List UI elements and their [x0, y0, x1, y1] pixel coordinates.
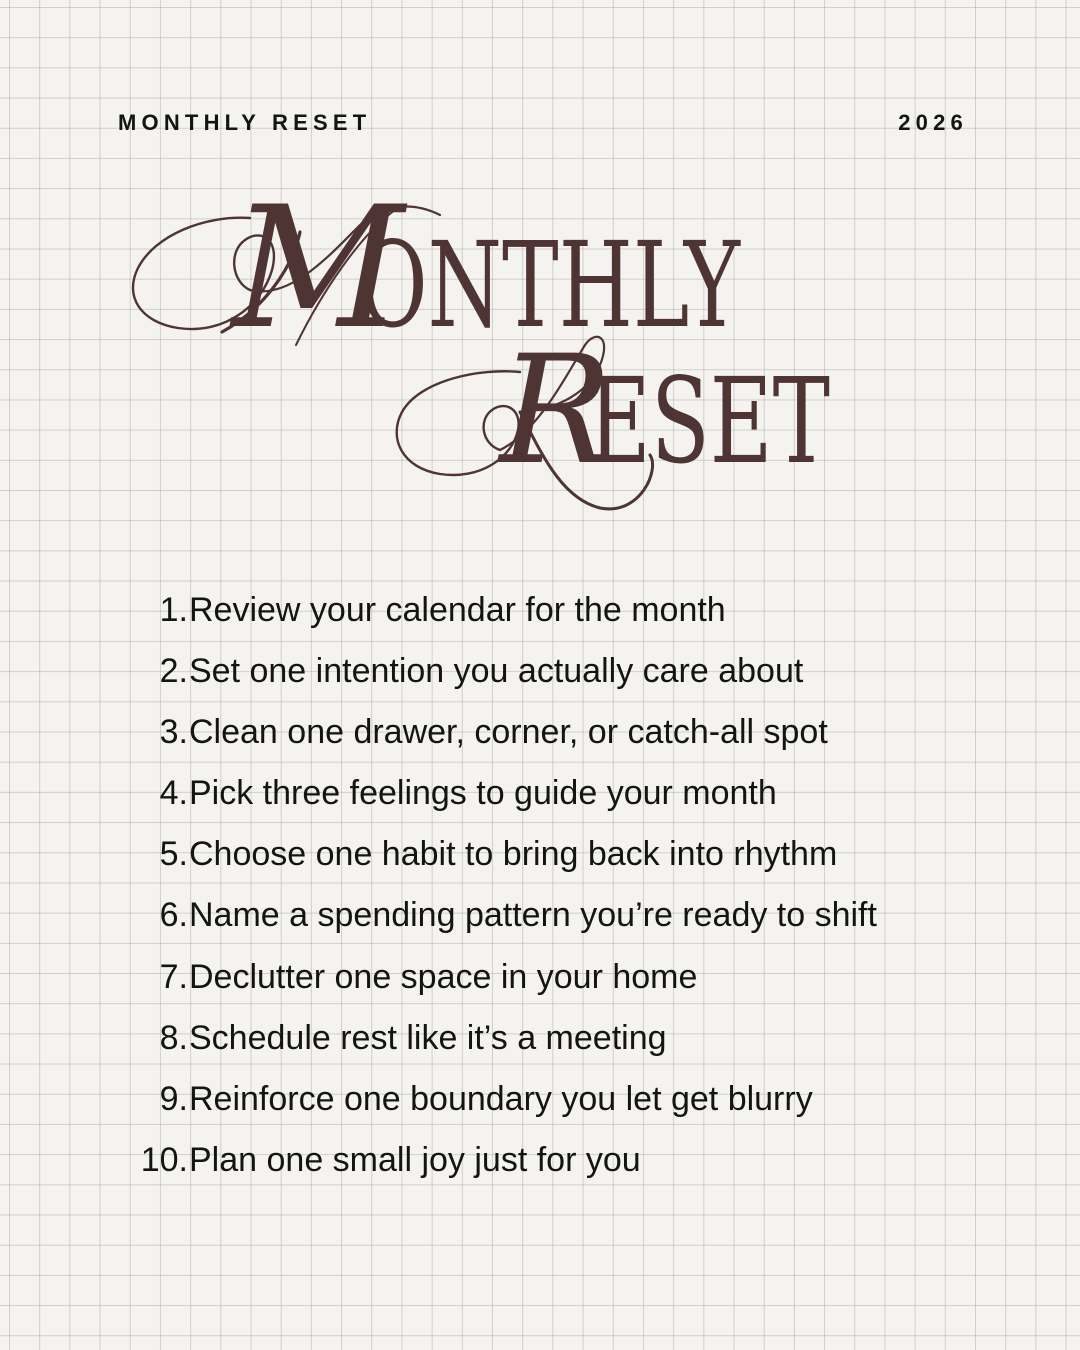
title-initial-m: M: [231, 170, 405, 366]
list-item: [130, 830, 877, 891]
title-wordmark: [0, 0, 1080, 560]
item-text: Clean one drawer, corner, or catch-all spot: [189, 713, 828, 752]
list-item: [130, 769, 877, 830]
item-text: Schedule rest like it’s a meeting: [189, 1018, 667, 1057]
year-label: 2026: [898, 110, 968, 135]
item-text: Choose one habit to bring back into rhythm: [189, 835, 838, 874]
item-number: 10.: [140, 1140, 188, 1179]
list-item: [130, 708, 877, 769]
list-item: [130, 1075, 877, 1136]
list-item: [130, 891, 877, 952]
list-item: [130, 953, 877, 1014]
header-label: MONTHLY RESET: [118, 110, 372, 135]
item-number: 8.: [159, 1018, 188, 1057]
list-item: [130, 586, 877, 647]
list-item: [130, 1136, 877, 1197]
reset-checklist: [130, 586, 877, 1197]
item-number: 2.: [159, 652, 188, 691]
title-word-reset: ESET: [588, 352, 830, 490]
item-text: Name a spending pattern you’re ready to shift: [189, 896, 877, 935]
item-number: 9.: [159, 1079, 188, 1118]
item-text: Pick three feelings to guide your month: [189, 774, 777, 813]
item-number: 1.: [159, 591, 188, 629]
item-text: Plan one small joy just for you: [189, 1140, 641, 1179]
title-word-monthly: ONTHLY: [358, 216, 741, 354]
title-initial-r: R: [499, 324, 613, 498]
item-text: Review your calendar for the month: [189, 591, 726, 629]
item-number: 7.: [159, 957, 188, 996]
item-number: 3.: [159, 713, 188, 752]
item-text: Declutter one space in your home: [189, 957, 698, 996]
item-number: 5.: [159, 835, 188, 874]
list-item: [130, 647, 877, 708]
list-item: [130, 1014, 877, 1075]
item-text: Set one intention you actually care about: [189, 652, 804, 691]
item-number: 6.: [159, 896, 188, 935]
item-number: 4.: [159, 774, 188, 813]
item-text: Reinforce one boundary you let get blurry: [189, 1079, 813, 1118]
